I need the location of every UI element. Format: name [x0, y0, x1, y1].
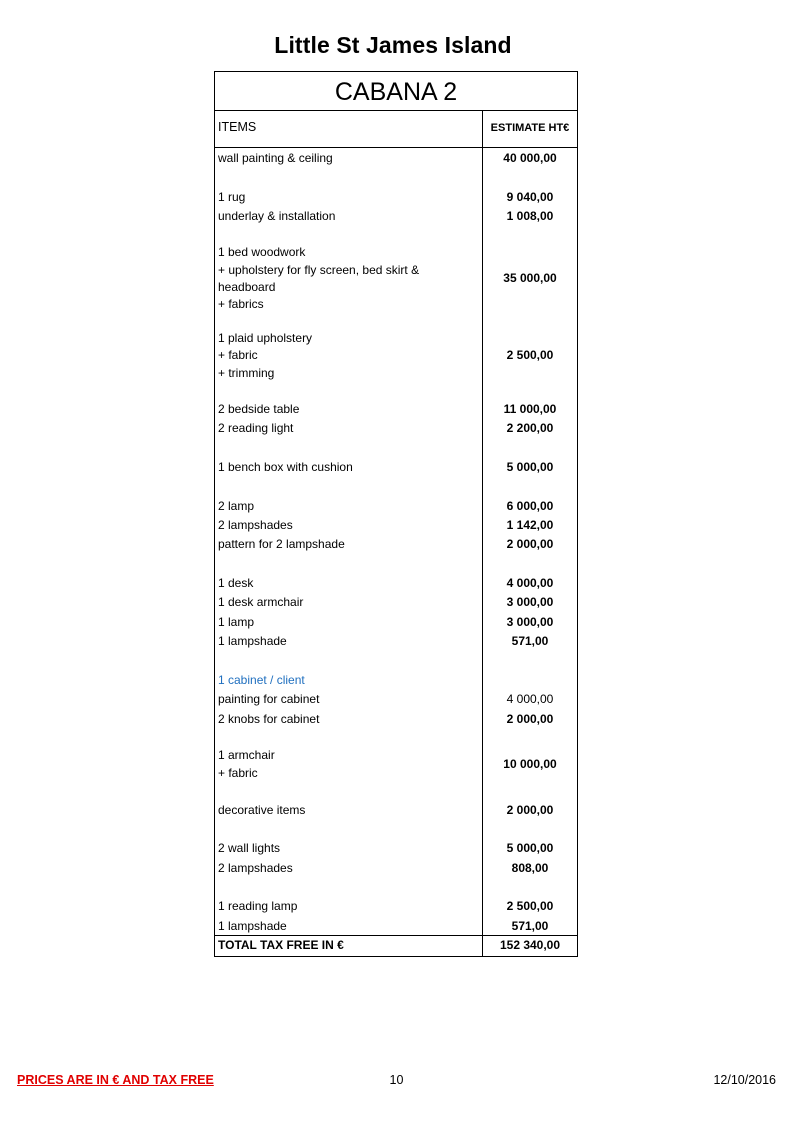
item-label: underlay & installation	[218, 209, 336, 223]
item-label: + trimming	[218, 366, 275, 380]
item-label: 1 lampshade	[218, 919, 287, 933]
item-label: wall painting & ceiling	[218, 151, 333, 165]
total-divider	[215, 935, 577, 936]
item-amount: 2 500,00	[506, 899, 554, 913]
item-amount: 5 000,00	[506, 460, 554, 474]
item-amount: 35 000,00	[503, 271, 557, 285]
item-amount: 2 000,00	[506, 712, 554, 726]
column-divider	[482, 110, 483, 956]
item-label: 2 reading light	[218, 421, 294, 435]
item-label: headboard	[218, 280, 276, 294]
item-label: 1 reading lamp	[218, 899, 298, 913]
item-amount: 5 000,00	[506, 841, 554, 855]
item-amount: 3 000,00	[506, 615, 554, 629]
item-label: + fabric	[218, 766, 258, 780]
item-label: 2 knobs for cabinet	[218, 712, 320, 726]
total-amount: 152 340,00	[499, 938, 561, 952]
item-amount: 3 000,00	[506, 595, 554, 609]
document-title: Little St James Island	[274, 32, 512, 58]
item-amount: 1 008,00	[506, 209, 554, 223]
column-header-items: ITEMS	[218, 120, 257, 134]
document-date: 12/10/2016	[713, 1073, 776, 1087]
item-label-client: 1 cabinet / client	[218, 673, 305, 687]
item-amount: 1 142,00	[506, 518, 554, 532]
column-header-estimate: ESTIMATE HT€	[490, 122, 570, 134]
item-label: painting for cabinet	[218, 692, 320, 706]
item-amount: 9 040,00	[506, 190, 554, 204]
item-amount: 808,00	[511, 861, 549, 875]
item-label: 1 desk	[218, 576, 254, 590]
item-label: 1 lamp	[218, 615, 255, 629]
item-label: pattern for 2 lampshade	[218, 537, 345, 551]
item-label: 2 lampshades	[218, 861, 293, 875]
item-label: 2 lampshades	[218, 518, 293, 532]
total-label: TOTAL TAX FREE IN €	[218, 938, 344, 952]
item-label: decorative items	[218, 803, 306, 817]
item-label: 2 lamp	[218, 499, 255, 513]
item-label: 1 lampshade	[218, 634, 287, 648]
item-label: 2 wall lights	[218, 841, 281, 855]
item-label: + fabric	[218, 348, 258, 362]
item-label: 1 bed woodwork	[218, 245, 306, 259]
item-amount: 571,00	[511, 634, 549, 648]
item-amount: 2 000,00	[506, 537, 554, 551]
item-label: 1 plaid upholstery	[218, 331, 313, 345]
section-title: CABANA 2	[215, 72, 577, 111]
item-amount: 2 200,00	[506, 421, 554, 435]
item-amount: 11 000,00	[503, 402, 557, 416]
item-amount: 40 000,00	[503, 151, 557, 165]
item-amount: 10 000,00	[503, 757, 557, 771]
item-amount: 2 500,00	[506, 348, 554, 362]
item-label: 1 rug	[218, 190, 246, 204]
estimate-table	[214, 71, 578, 957]
item-label: 2 bedside table	[218, 402, 300, 416]
item-label: 1 bench box with cushion	[218, 460, 353, 474]
item-amount: 571,00	[511, 919, 549, 933]
header-divider	[215, 147, 577, 148]
item-label: 1 armchair	[218, 748, 275, 762]
item-label: + fabrics	[218, 297, 264, 311]
item-amount: 4 000,00	[506, 576, 554, 590]
item-label: + upholstery for fly screen, bed skirt &	[218, 263, 420, 277]
item-amount: 4 000,00	[506, 692, 554, 706]
item-amount: 2 000,00	[506, 803, 554, 817]
item-amount: 6 000,00	[506, 499, 554, 513]
prices-note: PRICES ARE IN € AND TAX FREE	[17, 1073, 214, 1087]
item-label: 1 desk armchair	[218, 595, 304, 609]
page-number: 10	[389, 1073, 404, 1087]
